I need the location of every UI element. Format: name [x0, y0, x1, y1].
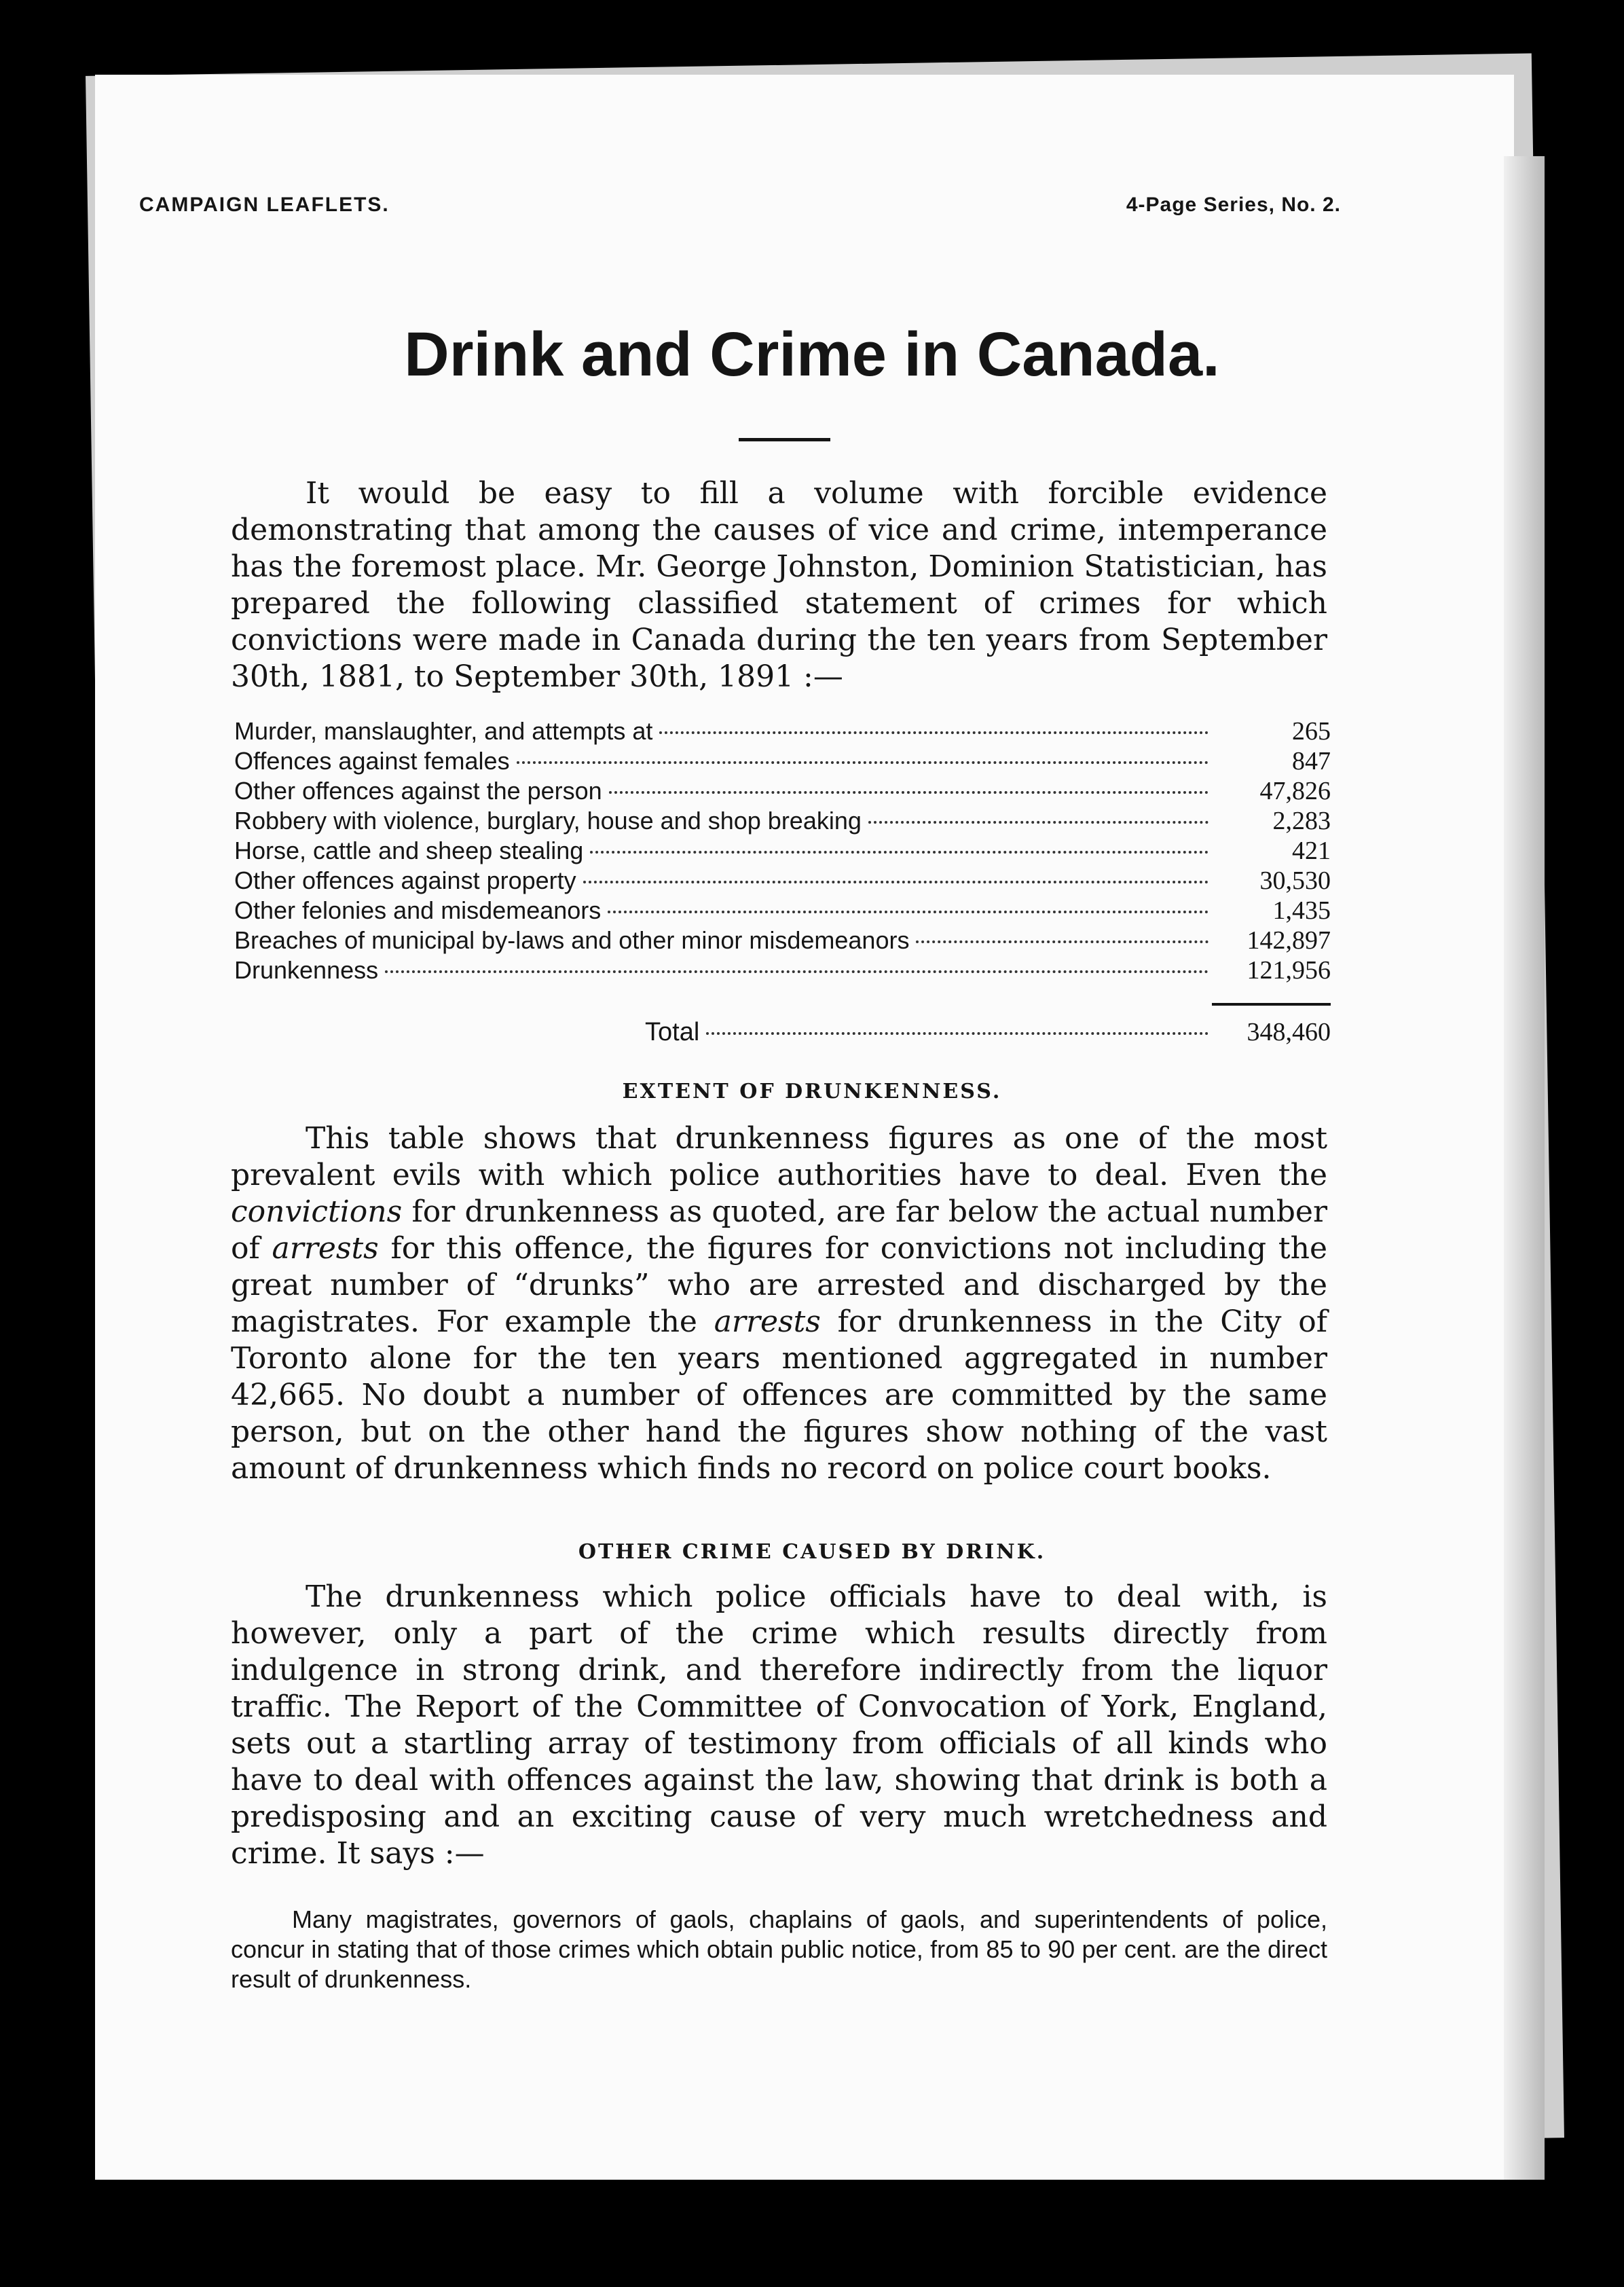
crime-row — [234, 776, 1331, 806]
section-heading-other-crime: OTHER CRIME CAUSED BY DRINK. — [578, 1540, 1046, 1564]
intro-paragraph: It would be easy to fill a volume with forcible evidence demonstrating that among the causes of vice and crime, intemperance has the foremost place. Mr. George Johnston, Dominion Statistician, has prepared the following classified statement of crimes for which convictions were made in Canada during the ten years from September 30th, 1881, to September 30th, 1891 :— — [231, 476, 1327, 694]
crime-count: 121,956 — [1247, 956, 1331, 985]
leader-dots — [916, 940, 1208, 943]
crime-row — [234, 896, 1331, 926]
other-crime-paragraph: The drunkenness which police officials have to deal with, is however, only a part of the crime which results directly from indulgence in strong drink, and therefore indirectly from the liquor traffic. The Report of the Committee of Convocation of York, England, sets out a startling array of testimony from officials of all kinds who have to deal with offences against the law, showing that drink is both a predisposing and an exciting cause of very much wretchedness and crime. It says :— — [231, 1579, 1327, 1871]
crime-table — [234, 716, 1331, 985]
total-value: 348,460 — [1247, 1018, 1331, 1046]
crime-row — [234, 746, 1331, 776]
text-run: for drunkenness in the City of Toronto alone for the ten years mentioned aggregated in number 42,665. No doubt a number of offences are committed by the same person, but on the other hand the figures show nothing of the vast amount of drunkenness which finds no record on police court books. — [231, 1304, 1328, 1486]
crime-label: Horse, cattle and sheep stealing — [234, 837, 584, 864]
emphasis-arrests: arrests — [714, 1304, 821, 1339]
crime-row — [234, 955, 1331, 985]
text-run: for this offence, the figures for convictions not including the great number of “drunks” who are arrested and discharged by the magistrates. For example the — [231, 1231, 1327, 1339]
emphasis-arrests: arrests — [272, 1231, 379, 1266]
leader-dots — [608, 911, 1208, 913]
emphasis-convictions: convictions — [231, 1194, 403, 1229]
crime-count: 847 — [1292, 747, 1331, 775]
extent-paragraph — [231, 1120, 1327, 1487]
crime-label: Other offences against property — [234, 866, 576, 894]
crime-label: Breaches of municipal by-laws and other minor misdemeanors — [234, 926, 910, 954]
crime-label: Robbery with violence, burglary, house and shop breaking — [234, 807, 862, 835]
crime-count: 1,435 — [1272, 896, 1331, 925]
leader-dots — [706, 1032, 1208, 1035]
crime-row — [234, 926, 1331, 955]
crime-label: Other offences against the person — [234, 777, 602, 805]
leader-dots — [868, 821, 1208, 824]
crime-count: 421 — [1292, 837, 1331, 865]
crime-row — [234, 836, 1331, 866]
crime-count: 30,530 — [1259, 866, 1331, 895]
leader-dots — [590, 851, 1208, 854]
crime-count: 142,897 — [1247, 926, 1331, 955]
running-header — [139, 194, 1341, 217]
crime-label: Offences against females — [234, 747, 510, 775]
crime-label: Drunkenness — [234, 956, 379, 984]
crime-row — [234, 806, 1331, 836]
crime-row — [234, 866, 1331, 896]
leader-dots — [659, 731, 1208, 734]
crime-row — [234, 716, 1331, 746]
page-title: Drink and Crime in Canada. — [404, 320, 1220, 389]
text-run: This table shows that drunkenness figures as one of the most prevalent evils with which police authorities have to deal. Even the — [231, 1121, 1327, 1192]
series-number: 4-Page Series, No. 2. — [1126, 194, 1341, 216]
title-rule — [739, 438, 830, 441]
series-name: CAMPAIGN LEAFLETS. — [139, 194, 390, 216]
page-fold — [1504, 156, 1545, 2180]
crime-count: 47,826 — [1259, 777, 1331, 805]
leader-dots — [583, 881, 1208, 883]
leader-dots — [517, 761, 1208, 764]
text-run: for drunkenness as quoted, are far below the actual number of — [231, 1194, 1327, 1266]
section-heading-extent: EXTENT OF DRUNKENNESS. — [622, 1080, 1002, 1103]
total-label: Total — [645, 1018, 700, 1046]
leader-dots — [385, 970, 1208, 973]
crime-count: 2,283 — [1272, 807, 1331, 835]
total-rule — [1212, 1003, 1331, 1006]
leader-dots — [609, 791, 1208, 794]
quoted-report: Many magistrates, governors of gaols, chaplains of gaols, and superintendents of police, concur in stating that of those crimes which obtain public notice, from 85 to 90 per cent. are the direct result of drunkenness. — [231, 1905, 1327, 1993]
crime-count: 265 — [1292, 717, 1331, 746]
crime-label: Murder, manslaughter, and attempts at — [234, 717, 653, 745]
total-row — [645, 1017, 1331, 1047]
crime-label: Other felonies and misdemeanors — [234, 896, 602, 924]
